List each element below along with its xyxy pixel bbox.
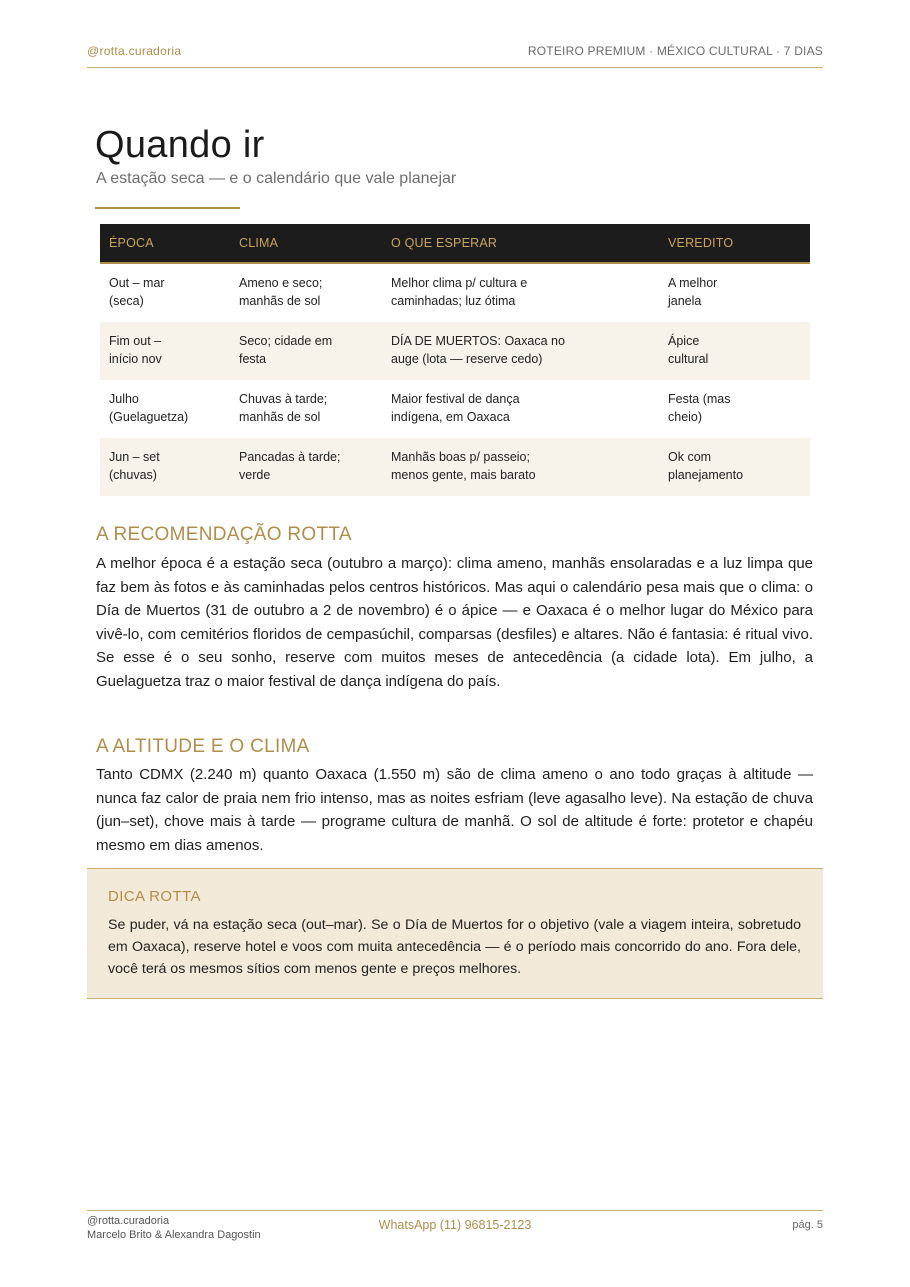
table-cell: Ameno e seco; manhãs de sol xyxy=(239,276,323,308)
table-header-row xyxy=(100,224,810,263)
table-cell: A melhor janela xyxy=(668,276,718,308)
footer-authors: Marcelo Brito & Alexandra Dagostin xyxy=(87,1229,261,1241)
table-cell: Melhor clima p/ cultura e caminhadas; luz ótima xyxy=(391,276,528,308)
page-footer xyxy=(87,1210,823,1251)
column-header-o-que-esperar: O QUE ESPERAR xyxy=(382,224,659,263)
table-cell: Out – mar (seca) xyxy=(109,276,165,308)
table-cell: Manhãs boas p/ passeio; menos gente, mais barato xyxy=(382,438,659,496)
table-cell: Maior festival de dança indígena, em Oaxaca xyxy=(391,392,520,424)
table-cell: Fim out – início nov xyxy=(100,322,230,380)
page-subtitle: A estação seca — e o calendário que vale planejar xyxy=(96,170,457,187)
column-header-veredito: VEREDITO xyxy=(659,224,810,263)
table-cell: Ok com planejamento xyxy=(659,438,810,496)
page-title: Quando ir xyxy=(95,124,265,166)
tip-box xyxy=(87,868,823,999)
footer-page-number: pág. 5 xyxy=(792,1219,823,1231)
title-divider xyxy=(95,207,240,209)
page-header xyxy=(87,44,823,68)
tip-title: DICA ROTTA xyxy=(108,888,201,905)
column-header-epoca: ÉPOCA xyxy=(100,224,230,263)
table-cell: Julho (Guelaguetza) xyxy=(109,392,189,424)
tip-text: Se puder, vá na estação seca (out–mar). Se o Día de Muertos for o objetivo (vale a viagem inteira, sobretudo em Oaxaca), reserve hotel e voos com muita antecedência — é o período mais concorrido do ano. Fora dele, você terá os mesmos sítios com menos gente e preços melhores. xyxy=(108,917,801,977)
table-cell: Ápice cultural xyxy=(659,322,810,380)
header-document-title: ROTEIRO PREMIUM · MÉXICO CULTURAL · 7 DIAS xyxy=(527,44,823,58)
footer-handle: @rotta.curadoria xyxy=(87,1215,170,1227)
footer-whatsapp-contact: WhatsApp (11) 96815-2123 xyxy=(378,1218,532,1232)
table-row xyxy=(100,380,810,438)
header-handle: @rotta.curadoria xyxy=(87,44,182,58)
section-heading-recomendacao: A RECOMENDAÇÃO ROTTA xyxy=(96,524,352,545)
table-cell: Jun – set (chuvas) xyxy=(100,438,230,496)
table-cell: Chuvas à tarde; manhãs de sol xyxy=(239,392,328,424)
season-table xyxy=(100,224,810,496)
table-cell: Pancadas à tarde; verde xyxy=(230,438,382,496)
table-cell: Seco; cidade em festa xyxy=(230,322,382,380)
table-cell: Festa (mas cheio) xyxy=(668,392,731,424)
table-row xyxy=(100,322,810,380)
section-heading-altitude: A ALTITUDE E O CLIMA xyxy=(96,736,310,757)
table-row xyxy=(100,438,810,496)
table-cell: DÍA DE MUERTOS: Oaxaca no auge (lota — reserve cedo) xyxy=(382,322,659,380)
table-row xyxy=(100,263,810,322)
section-text-recomendacao: A melhor época é a estação seca (outubro a março): clima ameno, manhãs ensolaradas e a luz limpa que faz bem às fotos e às caminhadas pelos centros históricos. Mas aqui o calendário pesa mais que o clima: o Día de Muertos (31 de outubro a 2 de novembro) é o ápice — e Oaxaca é o melhor lugar do México para vivê-lo, com cemitérios floridos de cempasúchil, comparsas (desfiles) e altares. Não é fantasia: é ritual vivo. Se esse é o seu sonho, reserve com muitos meses de antecedência (a cidade lota). Em julho, a Guelaguetza traz o maior festival de dança indígena do país. xyxy=(96,555,813,690)
section-text-altitude: Tanto CDMX (2.240 m) quanto Oaxaca (1.550 m) são de clima ameno o ano todo graças à altitude — nunca faz calor de praia nem frio intenso, mas as noites esfriam (leve agasalho leve). Na estação de chuva (jun–set), chove mais à tarde — programe cultura de manhã. O sol de altitude é forte: protetor e chapéu mesmo em dias amenos. xyxy=(96,766,813,854)
column-header-clima: CLIMA xyxy=(230,224,382,263)
